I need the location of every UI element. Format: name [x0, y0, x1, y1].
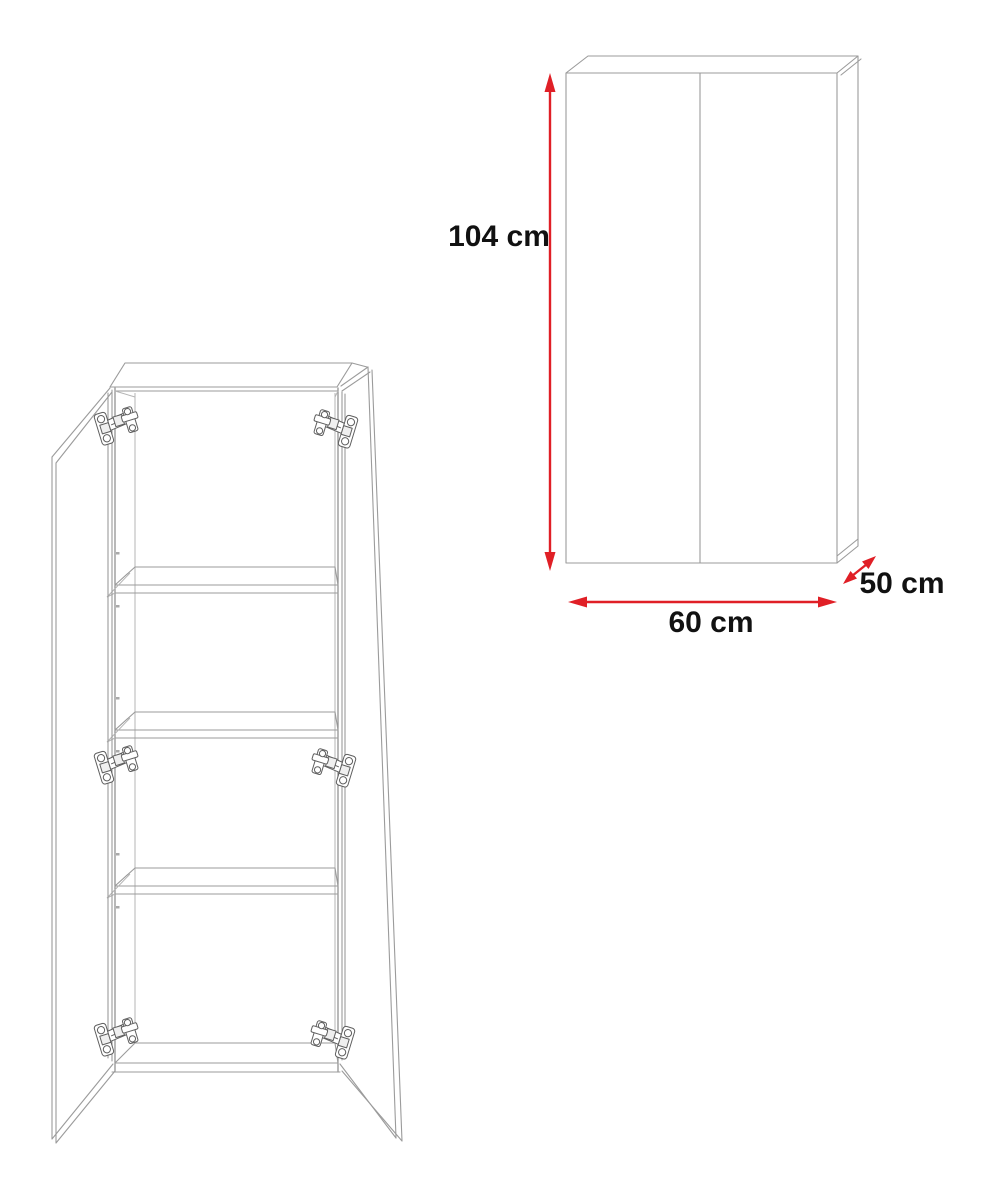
hinge-bottom-left-icon	[94, 1014, 144, 1057]
height-dimension-arrow	[545, 73, 556, 571]
depth-dimension-label: 50 cm	[859, 567, 945, 600]
open-cabinet-view	[52, 363, 402, 1143]
closed-cabinet-view	[566, 56, 861, 563]
height-dimension-label: 104 cm	[448, 220, 550, 253]
closed-side-panel	[837, 56, 858, 563]
shelf-3	[107, 868, 338, 898]
width-dimension-label: 60 cm	[668, 606, 754, 639]
shelf-1	[107, 567, 338, 597]
hinge-middle-left-icon	[94, 742, 144, 785]
right-door-open	[340, 367, 402, 1141]
closed-top-panel	[566, 56, 861, 75]
hinge-top-right-icon	[309, 406, 359, 449]
closed-front-doors	[566, 73, 837, 563]
shelf-2	[107, 712, 338, 742]
cabinet-bottom-panel	[112, 1043, 340, 1072]
hinge-bottom-right-icon	[306, 1017, 356, 1060]
hinge-top-left-icon	[94, 403, 144, 446]
cabinet-top-panel	[110, 363, 367, 387]
hinge-middle-right-icon	[307, 745, 357, 788]
